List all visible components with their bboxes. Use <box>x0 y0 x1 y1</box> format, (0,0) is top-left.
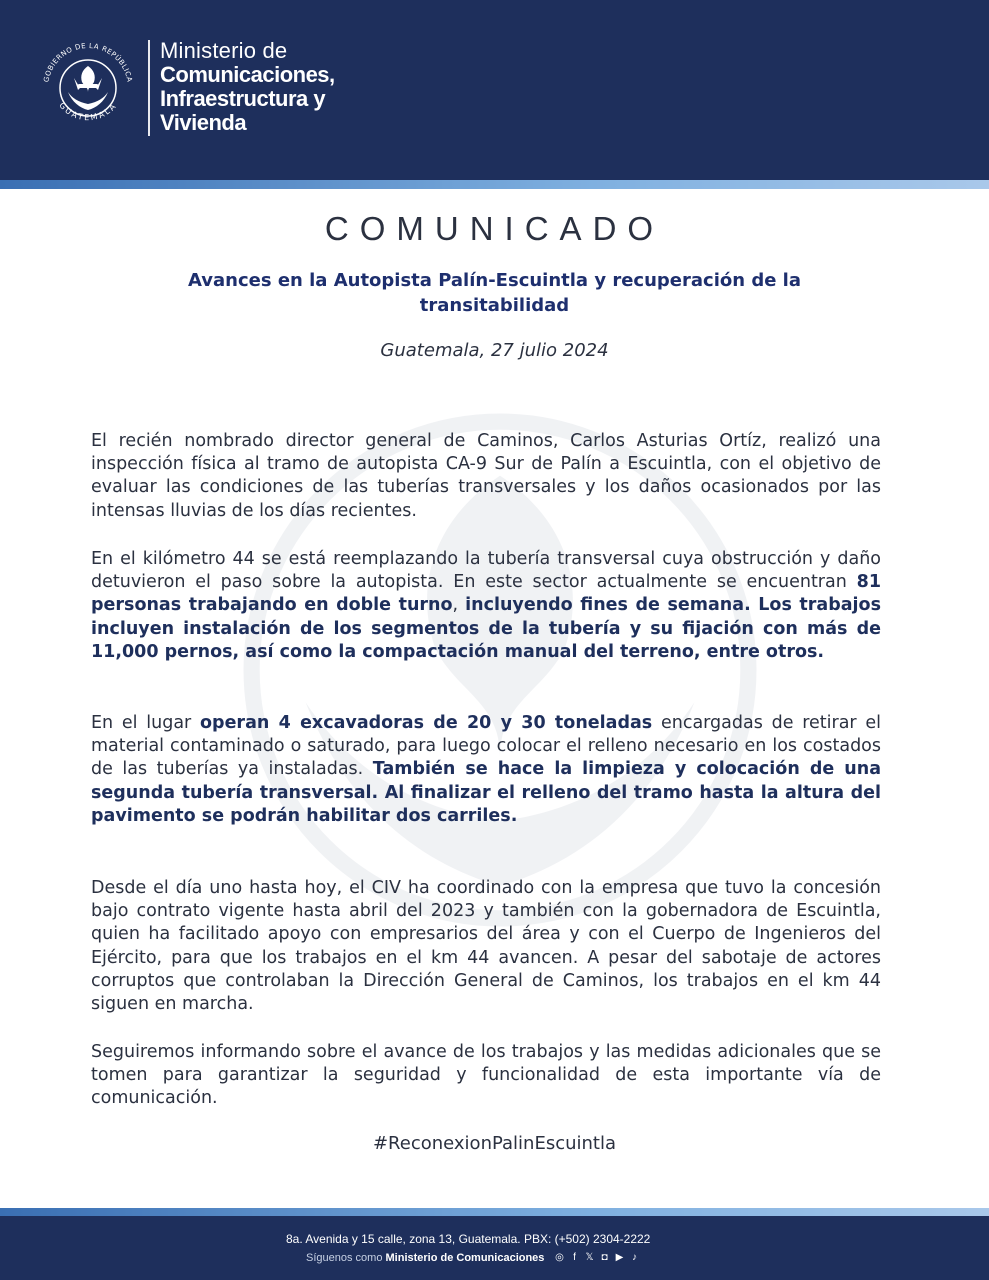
paragraph-3-bold-a: operan 4 excavadoras de 20 y 30 toneladas <box>200 713 653 733</box>
logo-divider <box>148 40 150 136</box>
paragraph-2-bold-b: incluyendo fines de semana. Los trabajos incluyen instalación de los segmentos de la tubería y su fijación con más de 11,000 pernos, así como la compactación manual del terreno, entre otros. <box>91 595 881 662</box>
ministry-line-2: Comunicaciones, <box>160 62 335 87</box>
paragraph-4: Desde el día uno hasta hoy, el CIV ha coordinado con la empresa que tuvo la concesión bajo contrato vigente hasta abril del 2023 y también con la gobernadora de Escuintla, quien ha facilitado apoyo con empresarios del área y con el Cuerpo de Ingenieros del Ejército, para que los trabajos en el km 44 avancen. A pesar del sabotaje de actores corruptos que controlaban la Dirección General de Caminos, los trabajos en el km 44 siguen en marcha. <box>91 878 881 1015</box>
web-icon[interactable]: ◎ <box>555 1252 564 1264</box>
ministry-line-1: Ministerio de <box>160 38 288 63</box>
paragraph-5: Seguiremos informando sobre el avance de los trabajos y las medidas adicionales que se tomen para garantizar la seguridad y funcionalidad de esta importante vía de comunicación. <box>91 1042 881 1109</box>
subtitle-line-2: transitabilidad <box>419 295 570 316</box>
paragraph-2-text-a: En el kilómetro 44 se está reemplazando la tubería transversal cuya obstrucción y daño detuvieron el paso sobre la autopista. En este sector actualmente se encuentran <box>91 549 881 593</box>
seal-bottom-text: GUATEMALA <box>57 100 119 123</box>
social-icons <box>553 1252 643 1264</box>
hashtag: #ReconexionPalinEscuintla <box>372 1133 617 1154</box>
paragraph-3-text-b: encargadas de retirar el material contaminado o saturado, para luego colocar el relleno necesario en los costados de las tuberías ya instaladas. <box>91 713 882 780</box>
footer-bar <box>0 1216 989 1280</box>
ministry-logotype <box>160 40 335 134</box>
facebook-icon[interactable]: f <box>573 1252 576 1264</box>
subtitle-line-1: Avances en la Autopista Palín-Escuintla y recuperación de la <box>187 270 801 291</box>
paragraph-3 <box>91 712 881 828</box>
footer-address: 8a. Avenida y 15 calle, zona 13, Guatemala. PBX: (+502) 2304-2222 <box>286 1232 651 1246</box>
x-icon[interactable]: 𝕏 <box>585 1252 594 1264</box>
paragraph-2 <box>91 548 881 664</box>
footer-follow <box>306 1252 643 1264</box>
header-accent-stripe <box>0 180 989 189</box>
document-date: Guatemala, 27 julio 2024 <box>380 340 609 361</box>
paragraph-2-text-b: , <box>452 595 466 616</box>
seal-top-text: GOBIERNO DE LA REPÚBLICA <box>42 41 134 83</box>
paragraph-3-text-a: En el lugar <box>91 713 201 733</box>
follow-prefix: Síguenos como <box>306 1252 386 1264</box>
paragraph-1: El recién nombrado director general de Caminos, Carlos Asturias Ortíz, realizó una inspección física al tramo de autopista CA-9 Sur de Palín a Escuintla, con el objetivo de evaluar las condiciones de las tuberías transversales y los daños ocasionados por las intensas lluvias de los días recientes. <box>91 431 881 521</box>
document-subtitle <box>140 268 849 318</box>
ministry-line-4: Vivienda <box>160 110 247 135</box>
instagram-icon[interactable]: ◘ <box>601 1252 608 1264</box>
follow-account-name: Ministerio de Comunicaciones <box>385 1252 545 1264</box>
youtube-icon[interactable]: ▶ <box>615 1252 624 1264</box>
paragraph-3-bold-b: También se hace la limpieza y colocación de una segunda tubería transversal. Al finalizar el relleno del tramo hasta la altura del pavimento se podrán habilitar dos carriles. <box>91 759 882 826</box>
coat-of-arms-seal-icon <box>34 34 142 142</box>
footer-accent-stripe <box>0 1208 989 1216</box>
ministry-line-3: Infraestructura y <box>160 86 326 111</box>
document-title: COMUNICADO <box>324 210 665 247</box>
tiktok-icon[interactable]: ♪ <box>631 1252 637 1264</box>
paragraph-2-bold-a: 81 personas trabajando en doble turno <box>91 572 881 616</box>
